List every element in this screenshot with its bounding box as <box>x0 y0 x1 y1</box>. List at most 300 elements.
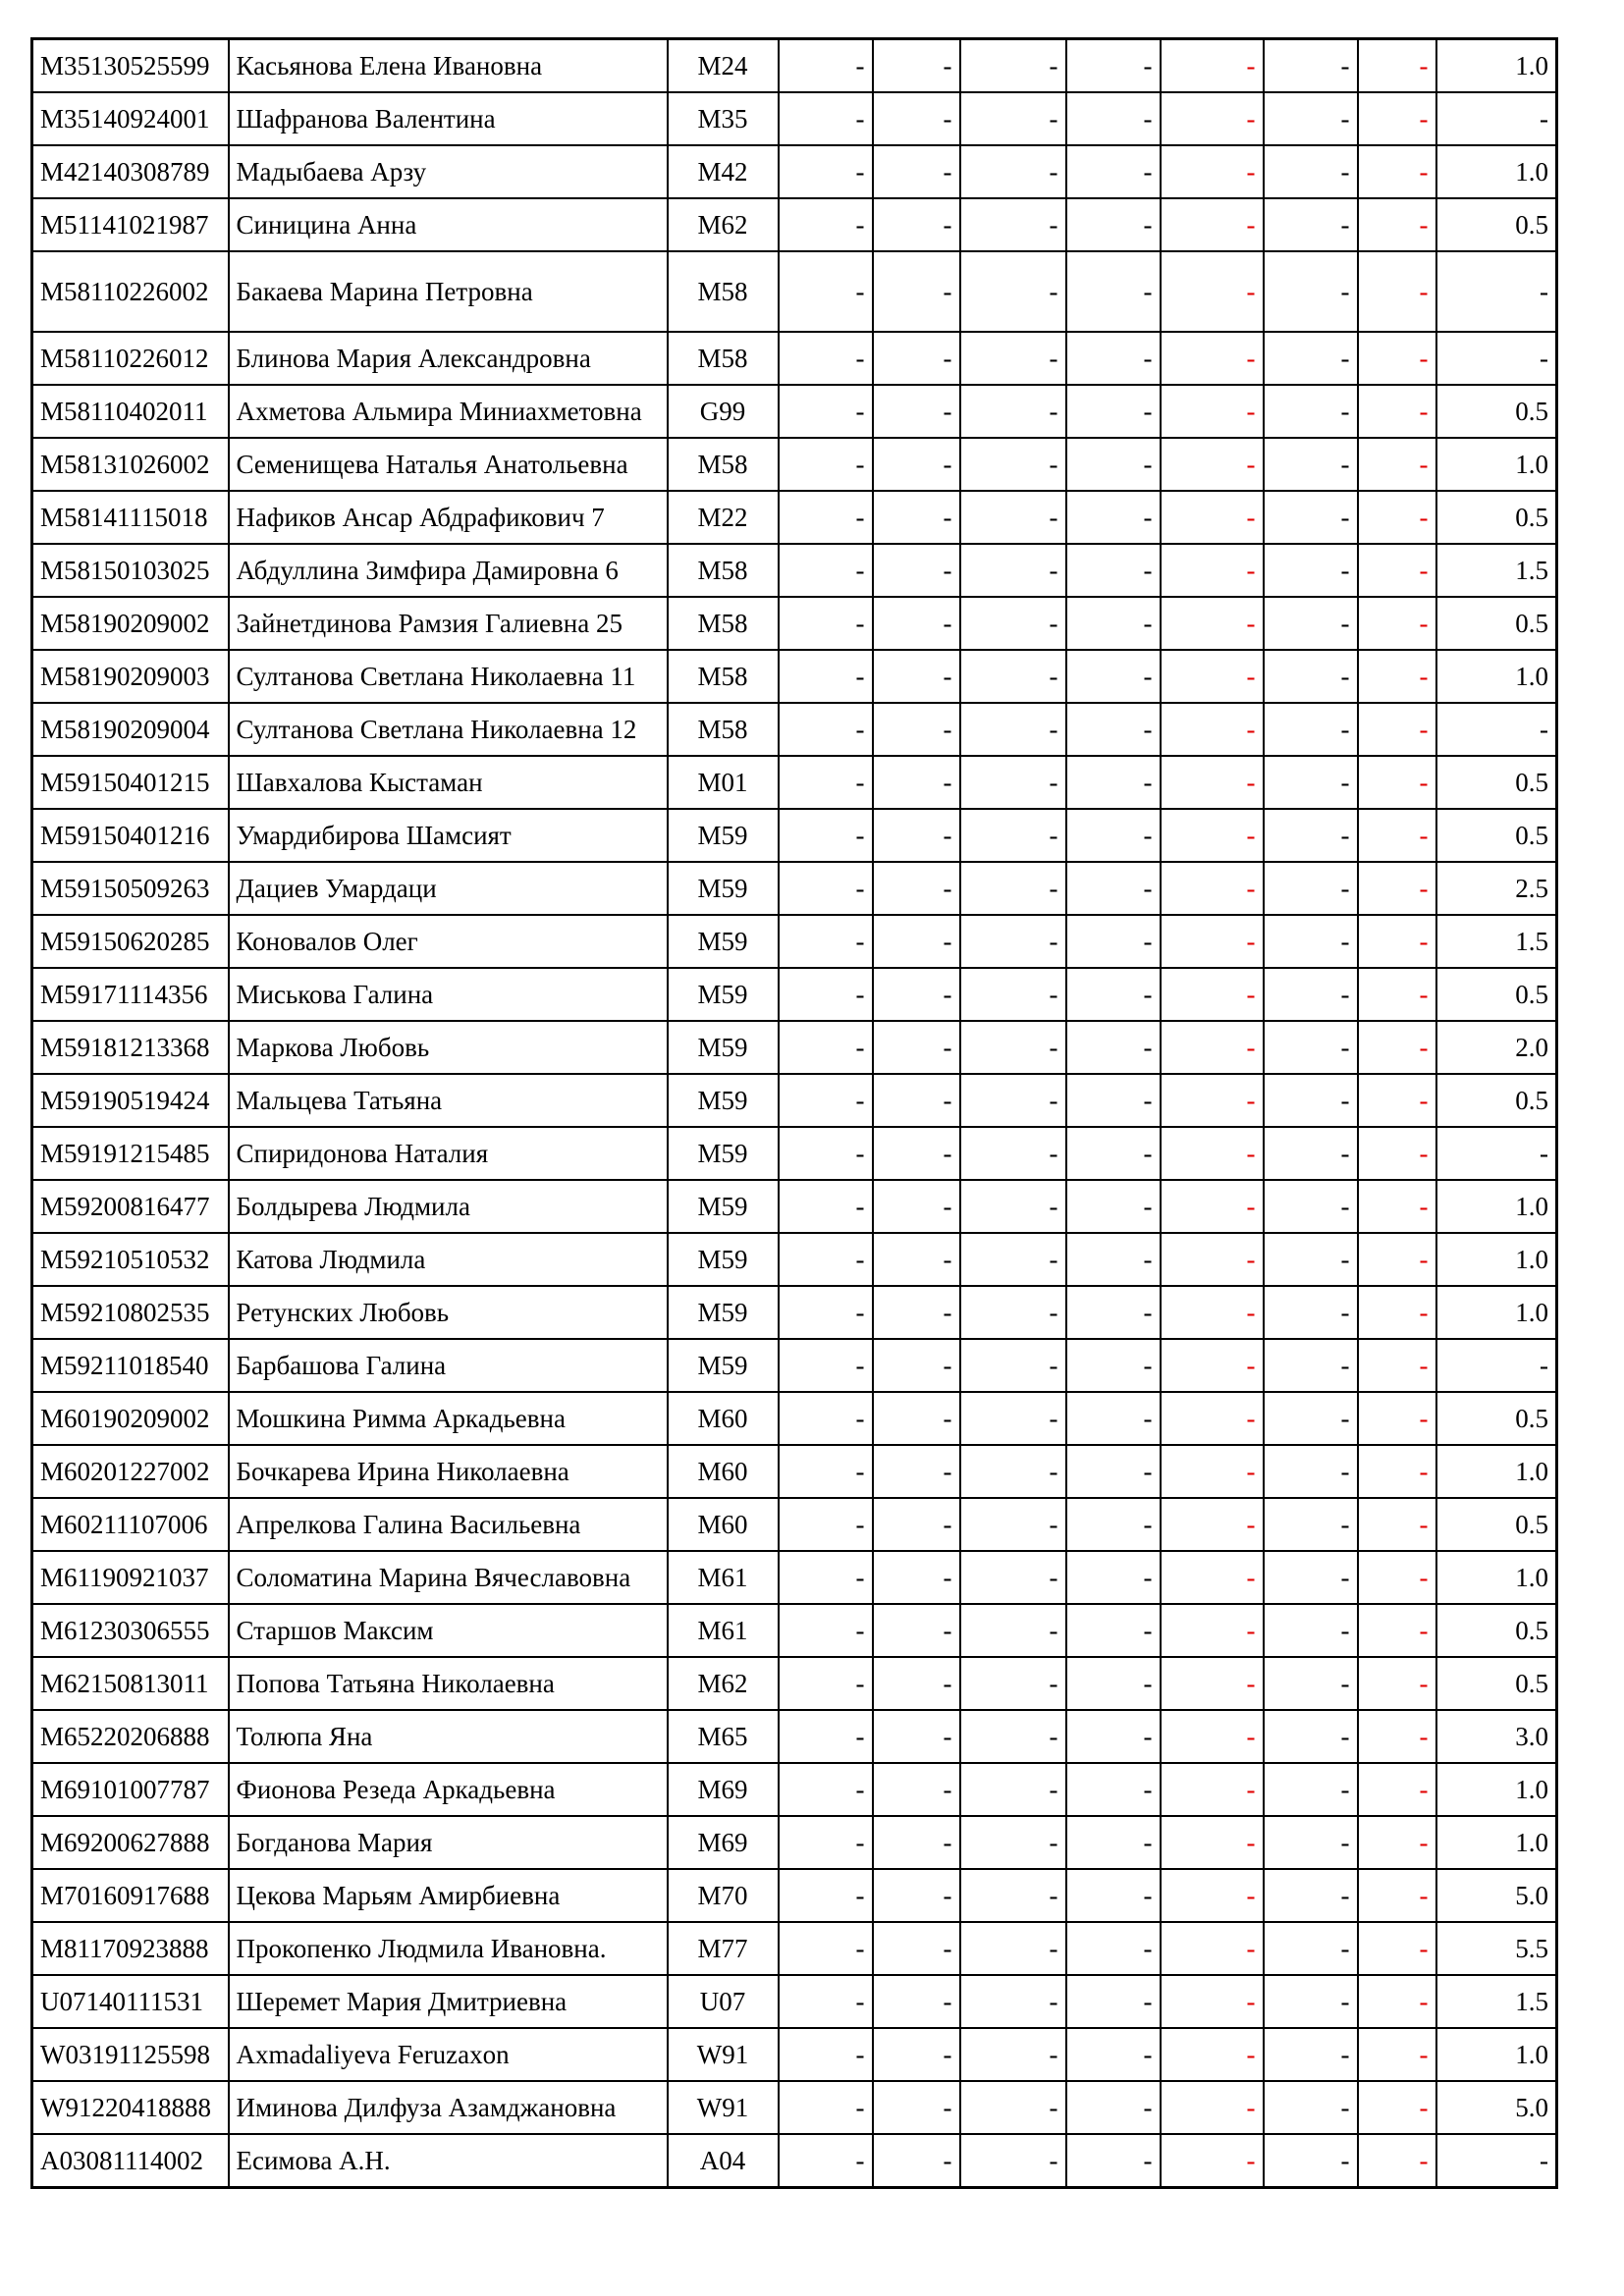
total-value-cell: 1.0 <box>1436 1816 1557 1869</box>
participant-code-cell: M58190209004 <box>32 703 229 756</box>
score-cell-2: - <box>873 597 960 650</box>
table-row <box>32 385 1557 438</box>
score-cell-6: - <box>1264 756 1358 809</box>
score-cell-1: - <box>779 1286 873 1339</box>
group-code-cell: M59 <box>668 1127 779 1180</box>
score-cell-1: - <box>779 1710 873 1763</box>
score-cell-3: - <box>960 2028 1066 2081</box>
score-cell-2: - <box>873 862 960 915</box>
total-value-cell: 1.0 <box>1436 1286 1557 1339</box>
score-cell-3: - <box>960 1551 1066 1604</box>
score-cell-2: - <box>873 968 960 1021</box>
group-code-cell: M01 <box>668 756 779 809</box>
score-cell-5: - <box>1161 756 1264 809</box>
score-cell-3: - <box>960 544 1066 597</box>
score-cell-3: - <box>960 385 1066 438</box>
score-cell-2: - <box>873 438 960 491</box>
score-cell-6: - <box>1264 915 1358 968</box>
participant-name-cell: Мошкина Римма Аркадьевна <box>229 1392 668 1445</box>
score-cell-2: - <box>873 1551 960 1604</box>
participant-name-cell: Касьянова Елена Ивановна <box>229 39 668 93</box>
table-row <box>32 1021 1557 1074</box>
score-cell-1: - <box>779 1816 873 1869</box>
score-cell-1: - <box>779 438 873 491</box>
participant-code-cell: M59191215485 <box>32 1127 229 1180</box>
score-cell-3: - <box>960 1021 1066 1074</box>
table-row <box>32 1074 1557 1127</box>
group-code-cell: M58 <box>668 332 779 385</box>
score-cell-5: - <box>1161 1551 1264 1604</box>
group-code-cell: M59 <box>668 862 779 915</box>
participant-code-cell: M62150813011 <box>32 1657 229 1710</box>
score-cell-6: - <box>1264 1657 1358 1710</box>
score-cell-2: - <box>873 650 960 703</box>
score-cell-6: - <box>1264 1922 1358 1975</box>
participant-code-cell: M35140924001 <box>32 92 229 145</box>
score-cell-3: - <box>960 1233 1066 1286</box>
score-cell-3: - <box>960 703 1066 756</box>
group-code-cell: M59 <box>668 915 779 968</box>
score-cell-4: - <box>1066 2028 1161 2081</box>
participant-name-cell: Болдырева Людмила <box>229 1180 668 1233</box>
participant-name-cell: Абдуллина Зимфира Дамировна 6 <box>229 544 668 597</box>
score-cell-4: - <box>1066 597 1161 650</box>
score-cell-1: - <box>779 1233 873 1286</box>
score-cell-3: - <box>960 1074 1066 1127</box>
score-cell-6: - <box>1264 968 1358 1021</box>
group-code-cell: M42 <box>668 145 779 198</box>
score-cell-3: - <box>960 1392 1066 1445</box>
total-value-cell: - <box>1436 92 1557 145</box>
score-cell-5: - <box>1161 2134 1264 2188</box>
table-row <box>32 1763 1557 1816</box>
score-cell-4: - <box>1066 1180 1161 1233</box>
score-cell-2: - <box>873 1869 960 1922</box>
score-cell-4: - <box>1066 703 1161 756</box>
score-cell-2: - <box>873 2028 960 2081</box>
participant-code-cell: M59181213368 <box>32 1021 229 1074</box>
score-cell-6: - <box>1264 251 1358 332</box>
score-cell-7: - <box>1358 1922 1436 1975</box>
score-cell-6: - <box>1264 597 1358 650</box>
table-row <box>32 915 1557 968</box>
score-cell-6: - <box>1264 1604 1358 1657</box>
score-cell-4: - <box>1066 385 1161 438</box>
score-cell-1: - <box>779 1074 873 1127</box>
total-value-cell: - <box>1436 332 1557 385</box>
score-cell-3: - <box>960 915 1066 968</box>
total-value-cell: - <box>1436 703 1557 756</box>
participant-name-cell: Блинова Мария Александровна <box>229 332 668 385</box>
score-cell-7: - <box>1358 92 1436 145</box>
score-cell-7: - <box>1358 145 1436 198</box>
score-cell-5: - <box>1161 1074 1264 1127</box>
score-cell-5: - <box>1161 145 1264 198</box>
score-cell-7: - <box>1358 544 1436 597</box>
total-value-cell: 0.5 <box>1436 1657 1557 1710</box>
score-cell-3: - <box>960 1339 1066 1392</box>
table-row <box>32 1498 1557 1551</box>
score-cell-5: - <box>1161 198 1264 251</box>
participant-name-cell: Умардибирова Шамсият <box>229 809 668 862</box>
score-cell-3: - <box>960 1657 1066 1710</box>
participant-name-cell: Шеремет Мария Дмитриевна <box>229 1975 668 2028</box>
score-cell-5: - <box>1161 1233 1264 1286</box>
score-cell-3: - <box>960 862 1066 915</box>
score-cell-5: - <box>1161 544 1264 597</box>
total-value-cell: 1.0 <box>1436 1763 1557 1816</box>
participant-code-cell: M60201227002 <box>32 1445 229 1498</box>
score-cell-5: - <box>1161 1869 1264 1922</box>
group-code-cell: M35 <box>668 92 779 145</box>
score-cell-3: - <box>960 251 1066 332</box>
total-value-cell: 1.5 <box>1436 544 1557 597</box>
score-cell-7: - <box>1358 862 1436 915</box>
score-cell-5: - <box>1161 650 1264 703</box>
score-cell-7: - <box>1358 1074 1436 1127</box>
total-value-cell: - <box>1436 1339 1557 1392</box>
table-row <box>32 1339 1557 1392</box>
table-row <box>32 544 1557 597</box>
group-code-cell: M61 <box>668 1551 779 1604</box>
score-cell-7: - <box>1358 703 1436 756</box>
score-cell-7: - <box>1358 1339 1436 1392</box>
score-cell-2: - <box>873 1657 960 1710</box>
participant-name-cell: Есимова А.Н. <box>229 2134 668 2188</box>
score-cell-3: - <box>960 1604 1066 1657</box>
score-cell-7: - <box>1358 2134 1436 2188</box>
participant-name-cell: Султанова Светлана Николаевна 12 <box>229 703 668 756</box>
score-cell-3: - <box>960 1816 1066 1869</box>
score-cell-4: - <box>1066 251 1161 332</box>
participant-name-cell: Иминова Дилфуза Азамджановна <box>229 2081 668 2134</box>
group-code-cell: M58 <box>668 544 779 597</box>
score-cell-3: - <box>960 39 1066 93</box>
score-cell-2: - <box>873 756 960 809</box>
score-cell-5: - <box>1161 1975 1264 2028</box>
score-cell-4: - <box>1066 968 1161 1021</box>
score-cell-7: - <box>1358 756 1436 809</box>
group-code-cell: M58 <box>668 650 779 703</box>
score-cell-1: - <box>779 2028 873 2081</box>
table-row <box>32 968 1557 1021</box>
participant-name-cell: Коновалов Олег <box>229 915 668 968</box>
participant-name-cell: Шафранова Валентина <box>229 92 668 145</box>
total-value-cell: 1.0 <box>1436 1180 1557 1233</box>
group-code-cell: M58 <box>668 597 779 650</box>
score-cell-1: - <box>779 491 873 544</box>
table-row <box>32 1127 1557 1180</box>
score-cell-6: - <box>1264 1074 1358 1127</box>
score-cell-2: - <box>873 145 960 198</box>
score-cell-1: - <box>779 1975 873 2028</box>
participant-name-cell: Цекова Марьям Амирбиевна <box>229 1869 668 1922</box>
table-row <box>32 145 1557 198</box>
score-cell-2: - <box>873 1445 960 1498</box>
total-value-cell: 0.5 <box>1436 1604 1557 1657</box>
score-cell-2: - <box>873 1975 960 2028</box>
score-cell-4: - <box>1066 39 1161 93</box>
score-cell-1: - <box>779 332 873 385</box>
score-cell-4: - <box>1066 1339 1161 1392</box>
score-cell-5: - <box>1161 1445 1264 1498</box>
score-cell-6: - <box>1264 332 1358 385</box>
participant-code-cell: M61230306555 <box>32 1604 229 1657</box>
score-cell-6: - <box>1264 198 1358 251</box>
score-cell-5: - <box>1161 1021 1264 1074</box>
participant-code-cell: M59171114356 <box>32 968 229 1021</box>
score-cell-6: - <box>1264 39 1358 93</box>
score-cell-3: - <box>960 1127 1066 1180</box>
score-cell-7: - <box>1358 1498 1436 1551</box>
participant-code-cell: M59150620285 <box>32 915 229 968</box>
group-code-cell: M59 <box>668 1286 779 1339</box>
score-cell-4: - <box>1066 198 1161 251</box>
score-cell-2: - <box>873 332 960 385</box>
participant-name-cell: Зайнетдинова Рамзия Галиевна 25 <box>229 597 668 650</box>
score-cell-4: - <box>1066 1604 1161 1657</box>
group-code-cell: M58 <box>668 251 779 332</box>
score-cell-4: - <box>1066 756 1161 809</box>
participant-code-cell: M59210510532 <box>32 1233 229 1286</box>
group-code-cell: M59 <box>668 968 779 1021</box>
participant-code-cell: M58110402011 <box>32 385 229 438</box>
score-cell-5: - <box>1161 915 1264 968</box>
score-cell-7: - <box>1358 1816 1436 1869</box>
table-row <box>32 39 1557 93</box>
score-cell-4: - <box>1066 915 1161 968</box>
score-cell-1: - <box>779 756 873 809</box>
score-cell-2: - <box>873 491 960 544</box>
score-cell-6: - <box>1264 1392 1358 1445</box>
score-cell-3: - <box>960 1763 1066 1816</box>
score-cell-3: - <box>960 1710 1066 1763</box>
score-cell-4: - <box>1066 1074 1161 1127</box>
total-value-cell: 1.0 <box>1436 145 1557 198</box>
score-cell-2: - <box>873 251 960 332</box>
score-cell-6: - <box>1264 1286 1358 1339</box>
participant-code-cell: M60190209002 <box>32 1392 229 1445</box>
total-value-cell: 2.5 <box>1436 862 1557 915</box>
score-cell-4: - <box>1066 92 1161 145</box>
score-cell-1: - <box>779 862 873 915</box>
score-cell-5: - <box>1161 1180 1264 1233</box>
score-cell-3: - <box>960 92 1066 145</box>
score-cell-5: - <box>1161 968 1264 1021</box>
score-cell-1: - <box>779 597 873 650</box>
score-cell-5: - <box>1161 1127 1264 1180</box>
participant-code-cell: M59190519424 <box>32 1074 229 1127</box>
score-cell-6: - <box>1264 2028 1358 2081</box>
score-cell-7: - <box>1358 1445 1436 1498</box>
score-cell-2: - <box>873 1180 960 1233</box>
score-cell-6: - <box>1264 2134 1358 2188</box>
total-value-cell: 3.0 <box>1436 1710 1557 1763</box>
participant-name-cell: Богданова Мария <box>229 1816 668 1869</box>
participant-code-cell: M58190209002 <box>32 597 229 650</box>
participant-name-cell: Мальцева Татьяна <box>229 1074 668 1127</box>
score-cell-5: - <box>1161 438 1264 491</box>
score-cell-1: - <box>779 1551 873 1604</box>
score-cell-7: - <box>1358 1604 1436 1657</box>
score-cell-5: - <box>1161 1816 1264 1869</box>
participant-code-cell: M58190209003 <box>32 650 229 703</box>
score-cell-1: - <box>779 809 873 862</box>
score-cell-6: - <box>1264 1710 1358 1763</box>
total-value-cell: 0.5 <box>1436 1392 1557 1445</box>
table-row <box>32 756 1557 809</box>
participant-name-cell: Апрелкова Галина Васильевна <box>229 1498 668 1551</box>
participant-code-cell: M58150103025 <box>32 544 229 597</box>
group-code-cell: M77 <box>668 1922 779 1975</box>
score-cell-2: - <box>873 2134 960 2188</box>
participant-name-cell: Семенищева Наталья Анатольевна <box>229 438 668 491</box>
score-cell-4: - <box>1066 1127 1161 1180</box>
score-cell-5: - <box>1161 1286 1264 1339</box>
total-value-cell: 1.5 <box>1436 915 1557 968</box>
participant-name-cell: Бочкарева Ирина Николаевна <box>229 1445 668 1498</box>
score-cell-5: - <box>1161 703 1264 756</box>
score-cell-6: - <box>1264 1021 1358 1074</box>
total-value-cell: 5.5 <box>1436 1922 1557 1975</box>
score-cell-2: - <box>873 92 960 145</box>
participant-name-cell: Толюпа Яна <box>229 1710 668 1763</box>
score-cell-7: - <box>1358 1975 1436 2028</box>
score-cell-5: - <box>1161 862 1264 915</box>
participant-code-cell: M42140308789 <box>32 145 229 198</box>
score-cell-3: - <box>960 1445 1066 1498</box>
group-code-cell: M60 <box>668 1498 779 1551</box>
score-cell-7: - <box>1358 597 1436 650</box>
score-cell-5: - <box>1161 2081 1264 2134</box>
score-cell-1: - <box>779 1445 873 1498</box>
score-cell-2: - <box>873 2081 960 2134</box>
participant-name-cell: Барбашова Галина <box>229 1339 668 1392</box>
score-cell-4: - <box>1066 1763 1161 1816</box>
group-code-cell: M24 <box>668 39 779 93</box>
table-row <box>32 650 1557 703</box>
total-value-cell: 1.0 <box>1436 438 1557 491</box>
score-cell-7: - <box>1358 2081 1436 2134</box>
group-code-cell: M61 <box>668 1604 779 1657</box>
score-cell-5: - <box>1161 1392 1264 1445</box>
score-cell-6: - <box>1264 1816 1358 1869</box>
score-cell-3: - <box>960 1922 1066 1975</box>
score-cell-1: - <box>779 1604 873 1657</box>
group-code-cell: M59 <box>668 1339 779 1392</box>
score-cell-4: - <box>1066 1392 1161 1445</box>
score-cell-7: - <box>1358 1657 1436 1710</box>
group-code-cell: W91 <box>668 2028 779 2081</box>
participant-name-cell: Попова Татьяна Николаевна <box>229 1657 668 1710</box>
table-row <box>32 2081 1557 2134</box>
score-cell-6: - <box>1264 491 1358 544</box>
score-cell-6: - <box>1264 1551 1358 1604</box>
total-value-cell: - <box>1436 1127 1557 1180</box>
score-cell-1: - <box>779 1869 873 1922</box>
score-cell-2: - <box>873 809 960 862</box>
score-cell-1: - <box>779 251 873 332</box>
participant-name-cell: Миськова Галина <box>229 968 668 1021</box>
group-code-cell: M65 <box>668 1710 779 1763</box>
score-cell-2: - <box>873 1498 960 1551</box>
score-cell-7: - <box>1358 198 1436 251</box>
group-code-cell: M59 <box>668 1021 779 1074</box>
score-cell-7: - <box>1358 1233 1436 1286</box>
score-cell-2: - <box>873 1021 960 1074</box>
total-value-cell: 5.0 <box>1436 1869 1557 1922</box>
participant-name-cell: Нафиков Ансар Абдрафикович 7 <box>229 491 668 544</box>
score-cell-6: - <box>1264 1180 1358 1233</box>
score-cell-6: - <box>1264 1233 1358 1286</box>
score-cell-2: - <box>873 1922 960 1975</box>
group-code-cell: U07 <box>668 1975 779 2028</box>
participant-name-cell: Шавхалова Кыстаман <box>229 756 668 809</box>
score-cell-1: - <box>779 1392 873 1445</box>
participant-code-cell: M59210802535 <box>32 1286 229 1339</box>
score-cell-3: - <box>960 145 1066 198</box>
participant-code-cell: M59150401216 <box>32 809 229 862</box>
participant-name-cell: Фионова Резеда Аркадьевна <box>229 1763 668 1816</box>
participant-name-cell: Спиридонова Наталия <box>229 1127 668 1180</box>
group-code-cell: M62 <box>668 1657 779 1710</box>
score-cell-3: - <box>960 756 1066 809</box>
score-cell-6: - <box>1264 1763 1358 1816</box>
group-code-cell: M69 <box>668 1763 779 1816</box>
score-cell-4: - <box>1066 2134 1161 2188</box>
participant-name-cell: Султанова Светлана Николаевна 11 <box>229 650 668 703</box>
score-cell-4: - <box>1066 1975 1161 2028</box>
group-code-cell: M59 <box>668 1074 779 1127</box>
participant-name-cell: Axmadaliyeva Feruzaxon <box>229 2028 668 2081</box>
score-cell-6: - <box>1264 1498 1358 1551</box>
score-cell-4: - <box>1066 1869 1161 1922</box>
score-cell-7: - <box>1358 1869 1436 1922</box>
score-cell-5: - <box>1161 332 1264 385</box>
table-row <box>32 1551 1557 1604</box>
score-cell-1: - <box>779 1922 873 1975</box>
participant-code-cell: M58131026002 <box>32 438 229 491</box>
participant-code-cell: M59200816477 <box>32 1180 229 1233</box>
table-row <box>32 1710 1557 1763</box>
score-cell-2: - <box>873 385 960 438</box>
participant-code-cell: M59150509263 <box>32 862 229 915</box>
score-cell-1: - <box>779 703 873 756</box>
score-cell-5: - <box>1161 1498 1264 1551</box>
score-cell-2: - <box>873 198 960 251</box>
score-cell-3: - <box>960 650 1066 703</box>
group-code-cell: M70 <box>668 1869 779 1922</box>
table-row <box>32 1975 1557 2028</box>
score-cell-5: - <box>1161 251 1264 332</box>
score-cell-4: - <box>1066 1445 1161 1498</box>
score-cell-3: - <box>960 2134 1066 2188</box>
score-cell-3: - <box>960 597 1066 650</box>
score-cell-1: - <box>779 198 873 251</box>
score-cell-6: - <box>1264 1869 1358 1922</box>
score-cell-6: - <box>1264 703 1358 756</box>
group-code-cell: W91 <box>668 2081 779 2134</box>
score-cell-5: - <box>1161 1604 1264 1657</box>
score-cell-1: - <box>779 39 873 93</box>
score-cell-1: - <box>779 1498 873 1551</box>
score-cell-7: - <box>1358 968 1436 1021</box>
score-cell-4: - <box>1066 2081 1161 2134</box>
score-cell-6: - <box>1264 650 1358 703</box>
participant-name-cell: Синицина Анна <box>229 198 668 251</box>
table-row <box>32 438 1557 491</box>
score-cell-4: - <box>1066 1816 1161 1869</box>
